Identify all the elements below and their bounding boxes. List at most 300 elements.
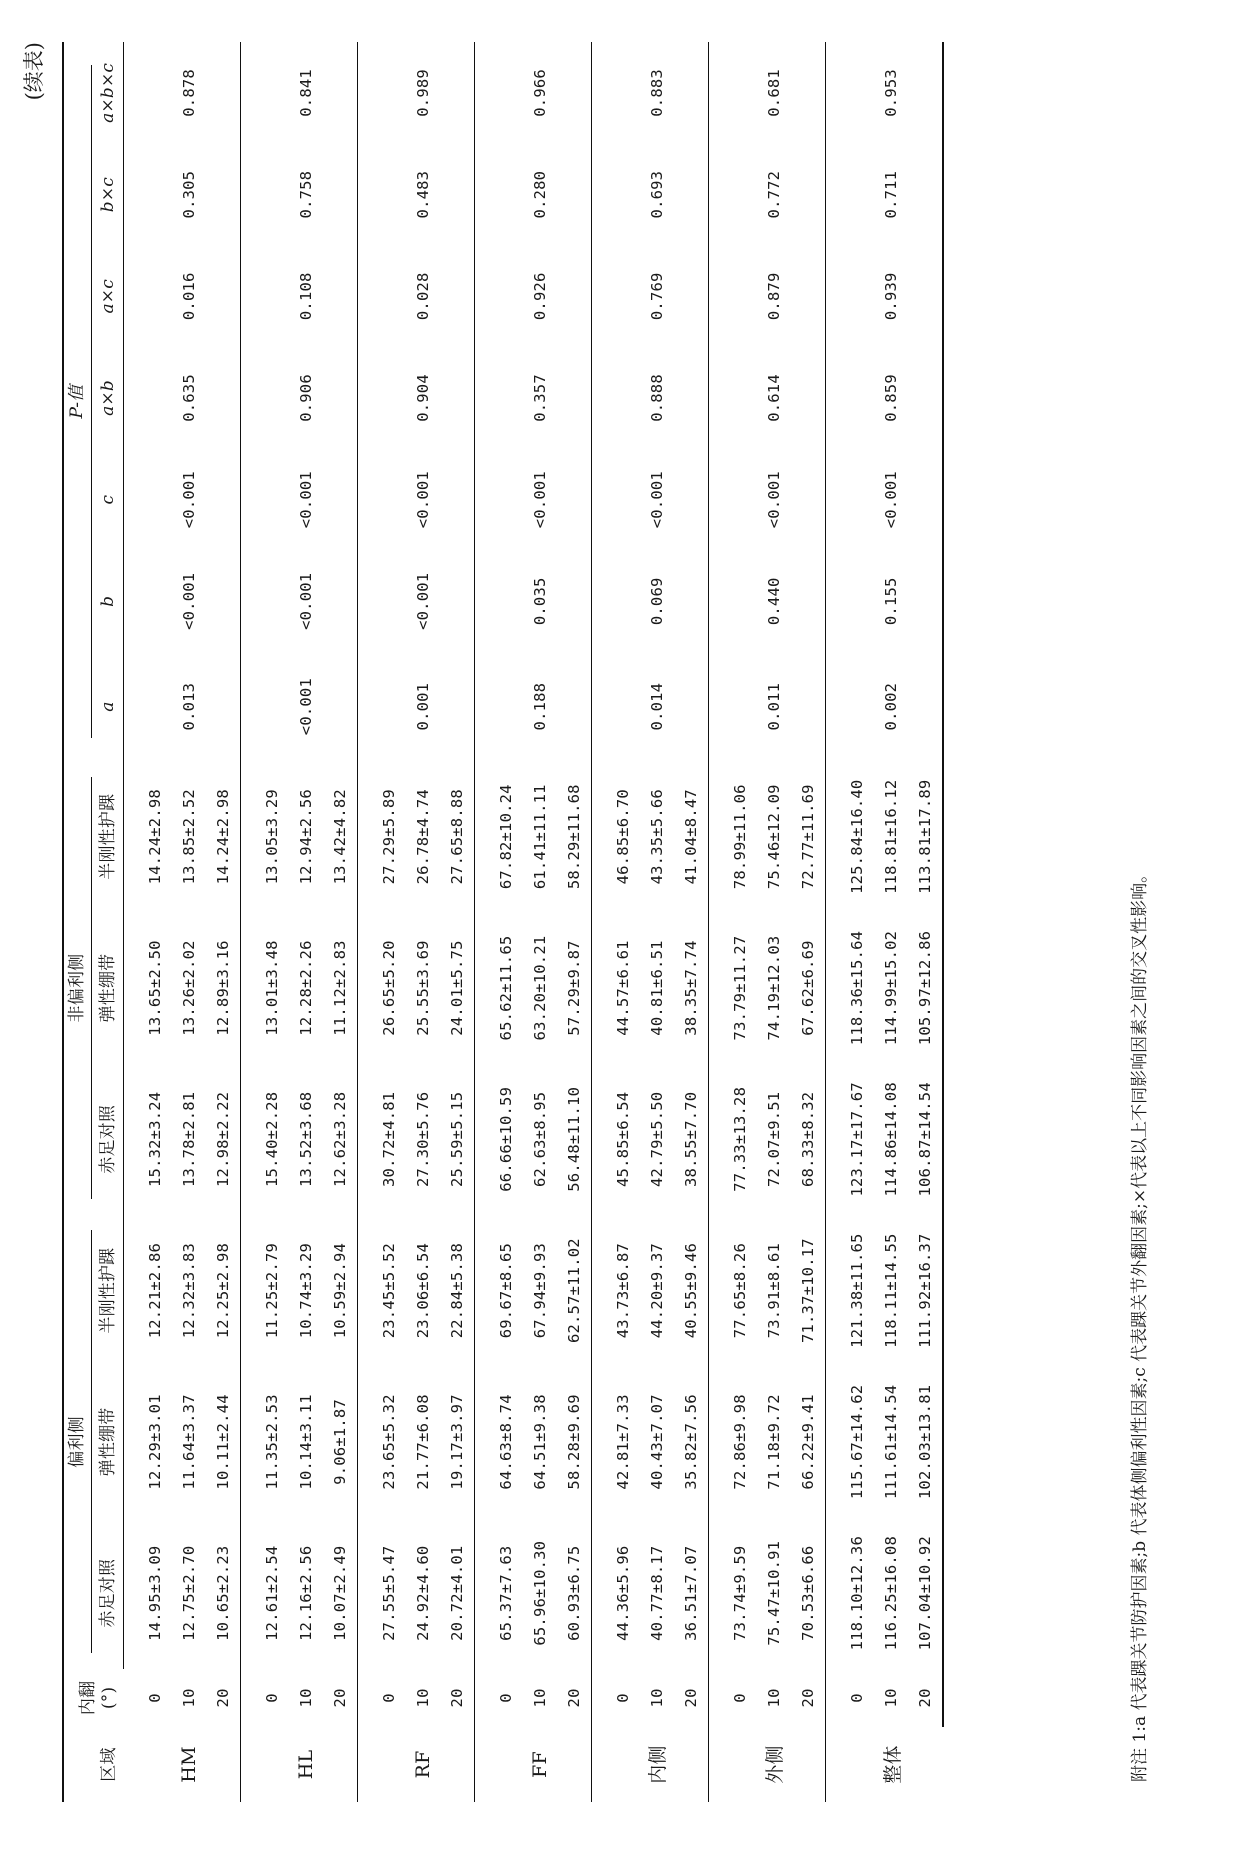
table-row (557, 42, 592, 1802)
value-cell-non-semi: 118.81±16.12 (881, 779, 900, 894)
empty-cell (323, 449, 358, 551)
empty-cell (489, 144, 523, 246)
inversion-angle-cell: 0 (262, 1693, 281, 1703)
empty-cell (908, 347, 943, 449)
value-cell-aff-bare: 12.61±2.54 (262, 1545, 281, 1641)
col-p-bxc: b×c (95, 144, 123, 246)
empty-cell (489, 550, 523, 652)
value-cell-aff-elastic: 64.51±9.38 (530, 1394, 549, 1490)
empty-cell (138, 449, 172, 551)
p-value-label: P-值 (67, 65, 92, 737)
non-affected-side-label: 非偏利侧 (67, 777, 92, 1200)
empty-cell (674, 42, 709, 144)
empty-cell (372, 347, 406, 449)
p-value-cell-b: <0.001 (179, 572, 198, 630)
empty-cell (606, 347, 640, 449)
empty-cell (674, 550, 709, 652)
inversion-angle-cell: 10 (881, 1688, 900, 1708)
value-cell-non-semi: 72.77±11.69 (798, 784, 817, 890)
empty-cell (323, 652, 358, 761)
p-value-cell-c: <0.001 (647, 471, 666, 529)
affected-side-header (63, 1215, 95, 1669)
value-cell-aff-bare: 60.93±6.75 (564, 1545, 583, 1641)
empty-cell (840, 144, 874, 246)
value-cell-non-elastic: 63.20±10.21 (530, 935, 549, 1041)
inversion-header-line1: 内翻 (77, 1680, 98, 1716)
p-value-cell-axbxc: 0.953 (881, 69, 900, 117)
p-value-cell-b: <0.001 (413, 572, 432, 630)
empty-cell (674, 245, 709, 347)
value-cell-non-semi: 27.29±5.89 (379, 789, 398, 885)
value-cell-aff-semi: 77.65±8.26 (730, 1242, 749, 1339)
p-value-cell-bxc: 0.758 (296, 170, 315, 219)
inversion-angle-cell: 10 (179, 1688, 198, 1708)
empty-cell (255, 245, 289, 347)
col-p-c: c (95, 449, 123, 551)
empty-cell (372, 245, 406, 347)
p-value-cell-a: 0.001 (413, 682, 432, 731)
inversion-header-line2: (°) (98, 1686, 119, 1710)
value-cell-non-semi: 26.78±4.74 (413, 789, 432, 885)
empty-cell (440, 144, 475, 246)
value-cell-non-semi: 14.24±2.98 (213, 789, 232, 885)
empty-cell (908, 42, 943, 144)
value-cell-non-bare: 13.78±2.81 (179, 1091, 198, 1187)
p-value-cell-bxc: 0.693 (647, 170, 666, 219)
empty-cell (138, 550, 172, 652)
continued-label: (续表) (22, 42, 46, 101)
value-cell-non-bare: 123.17±17.67 (847, 1082, 866, 1197)
empty-cell (606, 550, 640, 652)
empty-cell (372, 144, 406, 246)
empty-cell (606, 245, 640, 347)
p-value-cell-axc: 0.939 (881, 272, 900, 321)
empty-cell (372, 449, 406, 551)
value-cell-aff-elastic: 10.11±2.44 (213, 1394, 232, 1490)
empty-cell (723, 245, 757, 347)
value-cell-non-bare: 15.32±3.24 (145, 1091, 164, 1187)
p-value-cell-b: 0.440 (764, 577, 783, 626)
value-cell-aff-elastic: 19.17±3.97 (447, 1394, 466, 1490)
p-value-cell-c: <0.001 (296, 471, 315, 529)
table-row (874, 42, 908, 1802)
p-value-cell-axbxc: 0.878 (179, 69, 198, 117)
value-cell-aff-bare: 65.37±7.63 (496, 1545, 515, 1641)
empty-cell (840, 42, 874, 144)
table-row (138, 42, 172, 1802)
value-cell-non-bare: 13.52±3.68 (296, 1091, 315, 1187)
value-cell-aff-elastic: 10.14±3.11 (296, 1394, 315, 1490)
empty-cell (606, 652, 640, 761)
empty-cell (791, 449, 826, 551)
empty-cell (674, 449, 709, 551)
value-cell-aff-elastic: 58.28±9.69 (564, 1394, 583, 1490)
value-cell-non-elastic: 26.65±5.20 (379, 940, 398, 1036)
value-cell-aff-semi: 121.38±11.65 (847, 1233, 866, 1348)
empty-cell (723, 42, 757, 144)
inversion-angle-cell: 20 (908, 1669, 943, 1727)
p-value-cell-axb: 0.614 (764, 374, 783, 422)
p-value-cell-bxc: 0.305 (179, 170, 198, 219)
p-value-cell-axc: 0.769 (647, 272, 666, 321)
footnote: 附注 1:a 代表踝关节防护因素;b 代表体侧偏利性因素;c 代表踝关节外翻因素;×代表以上不同影响因素之间的交叉性影响。 (1130, 865, 1150, 1782)
empty-cell (440, 347, 475, 449)
inversion-angle-cell: 10 (764, 1688, 783, 1708)
value-cell-aff-bare: 36.51±7.07 (681, 1545, 700, 1641)
value-cell-aff-bare: 10.07±2.49 (330, 1545, 349, 1641)
empty-cell (489, 245, 523, 347)
group-spacer-row (708, 42, 723, 1802)
value-cell-aff-elastic: 115.67±14.62 (847, 1384, 866, 1500)
value-cell-aff-semi: 23.06±6.54 (413, 1242, 432, 1339)
value-cell-non-bare: 42.79±5.50 (647, 1091, 666, 1187)
empty-cell (255, 449, 289, 551)
empty-cell (606, 42, 640, 144)
empty-cell (206, 245, 241, 347)
value-cell-non-semi: 41.04±8.47 (681, 789, 700, 885)
value-cell-aff-bare: 65.96±10.30 (530, 1540, 549, 1646)
value-cell-aff-semi: 62.57±11.02 (564, 1238, 583, 1344)
value-cell-non-semi: 27.65±8.88 (447, 789, 466, 885)
empty-cell (840, 652, 874, 761)
value-cell-aff-elastic: 71.18±9.72 (764, 1394, 783, 1490)
group-spacer-row (591, 42, 606, 1802)
value-cell-non-bare: 56.48±11.10 (564, 1086, 583, 1192)
header-row-2 (95, 42, 123, 1802)
empty-cell (206, 550, 241, 652)
empty-cell (206, 42, 241, 144)
value-cell-non-bare: 25.59±5.15 (447, 1091, 466, 1187)
data-table (62, 42, 944, 1802)
value-cell-non-semi: 113.81±17.89 (908, 761, 943, 912)
value-cell-non-elastic: 105.97±12.86 (908, 912, 943, 1063)
region-cell: RF (411, 1750, 434, 1779)
value-cell-aff-bare: 12.16±2.56 (296, 1545, 315, 1641)
empty-cell (440, 245, 475, 347)
empty-cell (908, 245, 943, 347)
empty-cell (255, 42, 289, 144)
value-cell-non-semi: 13.42±4.82 (330, 789, 349, 885)
p-value-cell-axc: 0.879 (764, 272, 783, 321)
inversion-angle-cell: 10 (296, 1688, 315, 1708)
empty-cell (323, 42, 358, 144)
empty-cell (489, 652, 523, 761)
table-row (172, 42, 206, 1802)
empty-cell (723, 550, 757, 652)
col-p-a: a (95, 652, 123, 761)
empty-cell (489, 449, 523, 551)
table-row (640, 42, 674, 1802)
p-value-cell-b: 0.155 (881, 577, 900, 626)
value-cell-aff-bare: 27.55±5.47 (379, 1545, 398, 1641)
empty-cell (138, 245, 172, 347)
value-cell-aff-bare: 107.04±10.92 (908, 1518, 943, 1669)
col-aff-barefoot: 赤足对照 (95, 1518, 123, 1669)
value-cell-non-elastic: 67.62±6.69 (798, 940, 817, 1036)
table-row (757, 42, 791, 1802)
empty-cell (791, 144, 826, 246)
value-cell-aff-semi: 44.20±9.37 (647, 1242, 666, 1339)
inversion-header (63, 1669, 123, 1727)
p-value-cell-a: 0.002 (881, 682, 900, 731)
p-value-cell-a: 0.014 (647, 682, 666, 731)
col-non-semirigid: 半刚性护踝 (95, 761, 123, 912)
empty-cell (674, 144, 709, 246)
p-value-cell-b: 0.035 (530, 577, 549, 626)
value-cell-non-elastic: 65.62±11.65 (496, 935, 515, 1041)
empty-cell (908, 550, 943, 652)
value-cell-aff-elastic: 11.35±2.53 (262, 1394, 281, 1490)
p-value-cell-c: <0.001 (881, 471, 900, 529)
empty-cell (557, 245, 592, 347)
p-value-cell-a: <0.001 (296, 678, 315, 736)
p-value-cell-axc: 0.028 (413, 272, 432, 321)
value-cell-aff-bare: 73.74±9.59 (730, 1545, 749, 1641)
p-value-cell-axbxc: 0.681 (764, 69, 783, 117)
p-value-cell-c: <0.001 (413, 471, 432, 529)
empty-cell (255, 347, 289, 449)
value-cell-aff-bare: 12.75±2.70 (179, 1545, 198, 1641)
empty-cell (791, 652, 826, 761)
value-cell-non-bare: 45.85±6.54 (613, 1091, 632, 1187)
value-cell-non-bare: 15.40±2.28 (262, 1091, 281, 1187)
value-cell-aff-elastic: 111.61±14.54 (881, 1384, 900, 1500)
value-cell-non-semi: 67.82±10.24 (496, 784, 515, 890)
value-cell-aff-semi: 71.37±10.17 (798, 1238, 817, 1344)
value-cell-non-semi: 58.29±11.68 (564, 784, 583, 890)
empty-cell (323, 245, 358, 347)
value-cell-non-semi: 75.46±12.09 (764, 784, 783, 890)
empty-cell (908, 652, 943, 761)
empty-cell (323, 550, 358, 652)
spacer-cell (123, 42, 138, 1802)
p-value-cell-bxc: 0.772 (764, 170, 783, 219)
value-cell-aff-semi: 10.74±3.29 (296, 1242, 315, 1339)
p-value-cell-b: 0.069 (647, 577, 666, 626)
value-cell-aff-bare: 24.92±4.60 (413, 1545, 432, 1641)
value-cell-aff-elastic: 64.63±8.74 (496, 1394, 515, 1490)
value-cell-aff-semi: 40.55±9.46 (681, 1242, 700, 1339)
empty-cell (840, 449, 874, 551)
empty-cell (557, 144, 592, 246)
value-cell-aff-semi: 23.45±5.52 (379, 1242, 398, 1339)
table-body (123, 42, 943, 1802)
inversion-angle-cell: 0 (496, 1693, 515, 1703)
inversion-angle-cell: 20 (213, 1688, 232, 1708)
value-cell-aff-elastic: 12.29±3.01 (145, 1394, 164, 1490)
empty-cell (138, 144, 172, 246)
col-aff-elastic: 弹性绷带 (95, 1366, 123, 1517)
value-cell-non-elastic: 57.29±9.87 (564, 940, 583, 1036)
empty-cell (557, 449, 592, 551)
inversion-angle-cell: 0 (613, 1693, 632, 1703)
table-row (791, 42, 826, 1802)
value-cell-non-bare: 27.30±5.76 (413, 1091, 432, 1187)
value-cell-non-bare: 77.33±13.28 (730, 1086, 749, 1192)
p-value-cell-b: <0.001 (296, 572, 315, 630)
value-cell-non-semi: 78.99±11.06 (730, 784, 749, 890)
col-p-b: b (95, 550, 123, 652)
region-cell: 整体 (881, 1745, 904, 1784)
group-spacer-row (123, 42, 138, 1802)
spacer-cell (591, 42, 606, 1802)
spacer-cell (708, 42, 723, 1802)
value-cell-non-bare: 62.63±8.95 (530, 1091, 549, 1187)
p-value-cell-axc: 0.016 (179, 272, 198, 321)
empty-cell (440, 652, 475, 761)
spacer-cell (240, 42, 255, 1802)
empty-cell (791, 245, 826, 347)
value-cell-non-elastic: 118.36±15.64 (847, 930, 866, 1046)
value-cell-non-bare: 72.07±9.51 (764, 1091, 783, 1187)
p-value-cell-bxc: 0.483 (413, 170, 432, 219)
spacer-cell (474, 42, 489, 1802)
p-value-cell-bxc: 0.711 (881, 170, 900, 219)
p-value-cell-c: <0.001 (764, 471, 783, 529)
value-cell-aff-bare: 118.10±12.36 (847, 1536, 866, 1651)
group-spacer-row (825, 42, 840, 1802)
p-value-cell-axb: 0.904 (413, 374, 432, 422)
empty-cell (606, 449, 640, 551)
group-spacer-row (357, 42, 372, 1802)
p-value-cell-bxc: 0.280 (530, 170, 549, 219)
p-value-cell-axb: 0.888 (647, 374, 666, 422)
col-p-axb: a×b (95, 347, 123, 449)
value-cell-non-elastic: 74.19±12.03 (764, 935, 783, 1041)
p-value-cell-axbxc: 0.883 (647, 69, 666, 117)
empty-cell (723, 652, 757, 761)
table-row (523, 42, 557, 1802)
value-cell-aff-semi: 12.25±2.98 (213, 1242, 232, 1339)
table-row (908, 42, 943, 1802)
p-value-cell-axb: 0.906 (296, 374, 315, 422)
inversion-angle-cell: 10 (413, 1688, 432, 1708)
affected-side-label: 偏利侧 (67, 1230, 92, 1653)
value-cell-non-elastic: 12.28±2.26 (296, 940, 315, 1036)
value-cell-aff-elastic: 42.81±7.33 (613, 1394, 632, 1490)
empty-cell (255, 144, 289, 246)
value-cell-aff-semi: 67.94±9.93 (530, 1242, 549, 1339)
empty-cell (557, 652, 592, 761)
value-cell-aff-elastic: 102.03±13.81 (908, 1366, 943, 1517)
empty-cell (440, 42, 475, 144)
value-cell-aff-semi: 69.67±8.65 (496, 1242, 515, 1339)
value-cell-non-elastic: 13.26±2.02 (179, 940, 198, 1036)
table-row (489, 42, 523, 1802)
empty-cell (557, 347, 592, 449)
table-row (723, 42, 757, 1802)
value-cell-aff-semi: 11.25±2.79 (262, 1242, 281, 1339)
empty-cell (840, 245, 874, 347)
value-cell-aff-elastic: 21.77±6.08 (413, 1394, 432, 1490)
empty-cell (557, 550, 592, 652)
empty-cell (255, 550, 289, 652)
value-cell-aff-elastic: 23.65±5.32 (379, 1394, 398, 1490)
inversion-angle-cell: 0 (730, 1693, 749, 1703)
col-non-elastic: 弹性绷带 (95, 912, 123, 1063)
header-row-1 (63, 42, 95, 1802)
value-cell-non-bare: 30.72±4.81 (379, 1091, 398, 1187)
empty-cell (791, 347, 826, 449)
value-cell-non-elastic: 11.12±2.83 (330, 940, 349, 1036)
col-non-barefoot: 赤足对照 (95, 1064, 123, 1215)
value-cell-non-elastic: 73.79±11.27 (730, 935, 749, 1041)
region-cell: 内侧 (647, 1745, 669, 1784)
value-cell-non-bare: 66.66±10.59 (496, 1086, 515, 1192)
value-cell-non-elastic: 40.81±6.51 (647, 940, 666, 1036)
empty-cell (908, 449, 943, 551)
empty-cell (489, 42, 523, 144)
value-cell-non-elastic: 114.99±15.02 (881, 930, 900, 1046)
region-header: 区域 (63, 1727, 123, 1802)
value-cell-aff-semi: 73.91±8.61 (764, 1242, 783, 1339)
empty-cell (323, 144, 358, 246)
rotated-table-page (0, 32, 1200, 1822)
p-value-cell-a: 0.011 (764, 682, 783, 731)
value-cell-non-semi: 13.05±3.29 (262, 789, 281, 885)
inversion-angle-cell: 20 (447, 1688, 466, 1708)
value-cell-aff-semi: 12.21±2.86 (145, 1242, 164, 1339)
empty-cell (606, 144, 640, 246)
value-cell-non-semi: 46.85±6.70 (613, 789, 632, 885)
p-value-cell-axbxc: 0.966 (530, 69, 549, 117)
group-spacer-row (240, 42, 255, 1802)
empty-cell (791, 42, 826, 144)
p-value-header (63, 42, 95, 761)
value-cell-non-bare: 12.98±2.22 (213, 1091, 232, 1187)
region-cell: FF (528, 1751, 551, 1778)
empty-cell (255, 652, 289, 761)
empty-cell (674, 652, 709, 761)
region-cell: 外侧 (764, 1745, 786, 1784)
spacer-cell (825, 42, 840, 1802)
table-row (406, 42, 440, 1802)
value-cell-aff-semi: 43.73±6.87 (613, 1242, 632, 1339)
value-cell-non-bare: 38.55±7.70 (681, 1091, 700, 1187)
empty-cell (840, 347, 874, 449)
non-affected-side-header (63, 761, 95, 1215)
empty-cell (908, 144, 943, 246)
p-value-cell-axbxc: 0.989 (413, 69, 432, 117)
value-cell-aff-elastic: 40.43±7.07 (647, 1394, 666, 1490)
p-value-cell-axbxc: 0.841 (296, 69, 315, 117)
value-cell-aff-bare: 40.77±8.17 (647, 1545, 666, 1641)
table-row (206, 42, 241, 1802)
region-cell: HM (177, 1746, 200, 1783)
p-value-cell-c: <0.001 (179, 471, 198, 529)
value-cell-aff-bare: 44.36±5.96 (613, 1545, 632, 1641)
table-row (440, 42, 475, 1802)
inversion-angle-cell: 10 (647, 1688, 666, 1708)
value-cell-non-elastic: 44.57±6.61 (613, 940, 632, 1036)
inversion-angle-cell: 20 (798, 1688, 817, 1708)
value-cell-aff-bare: 14.95±3.09 (145, 1545, 164, 1641)
col-aff-semirigid: 半刚性护踝 (95, 1215, 123, 1366)
value-cell-non-elastic: 25.55±3.69 (413, 940, 432, 1036)
p-value-cell-a: 0.188 (530, 682, 549, 731)
inversion-angle-cell: 0 (145, 1693, 164, 1703)
empty-cell (840, 550, 874, 652)
value-cell-aff-semi: 118.11±14.55 (881, 1233, 900, 1348)
p-value-cell-c: <0.001 (530, 471, 549, 529)
spacer-cell (357, 42, 372, 1802)
value-cell-non-bare: 12.62±3.28 (330, 1091, 349, 1187)
value-cell-aff-bare: 116.25±16.08 (881, 1536, 900, 1651)
value-cell-aff-bare: 70.53±6.66 (798, 1545, 817, 1641)
table-row (674, 42, 709, 1802)
inversion-angle-cell: 20 (564, 1688, 583, 1708)
value-cell-aff-semi: 22.84±5.38 (447, 1242, 466, 1339)
